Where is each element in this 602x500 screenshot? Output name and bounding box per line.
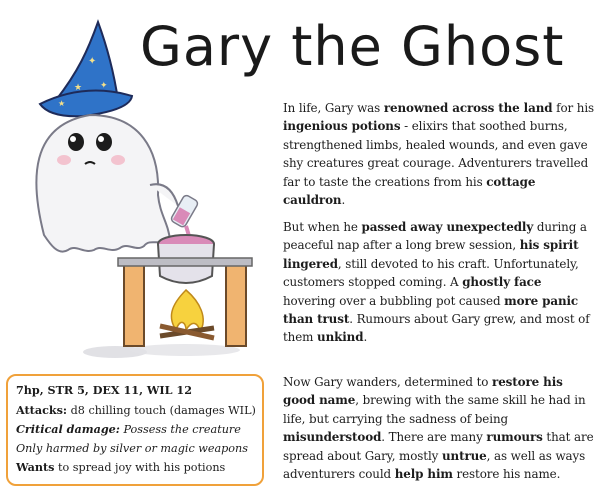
fire-shadow [130,344,240,356]
ghost-illustration [0,0,280,380]
stat-line: 7hp, STR 5, DEX 11, WIL 12 [16,383,192,397]
lore-paragraph-death [283,218,595,347]
body-text: , brewing with the same skill he had in life, but carrying the sadness of being [283,393,586,426]
svg-text:★: ★ [74,83,83,93]
body-text: , as well as ways adventurers could [283,448,586,482]
emphasis-text: passed away unexpectedly [361,220,534,234]
body-text: restore his name. [452,467,561,482]
emphasis-text: his spirit lingered [283,238,579,271]
body-text: . [363,330,368,345]
wants-line: Wants to spread joy with his potions [16,460,226,475]
body-text: that are spread about Gary, mostly [283,430,594,463]
critical-damage-line: Critical damage: Possess the creature [16,422,241,437]
stat-block [6,374,264,486]
body-text: In life, Gary was [283,101,384,115]
svg-text:✦: ✦ [88,56,97,67]
wizard-hat-icon [40,22,132,116]
lore-paragraph-now [283,373,595,483]
svg-text:★: ★ [58,99,66,108]
body-text: . [341,193,346,208]
lore-paragraph-life [283,99,595,209]
body-text: during a peaceful nap after a long brew session, [283,220,587,253]
emphasis-text: ghostly face [462,275,542,290]
body-text: , still devoted to his craft. Unfortunately, customers stopped coming. A [283,256,579,290]
body-text: - elixirs that soothed burns, strengthened limbs, healed wounds, and even gave shy creatures great courage. Adventurers travelled far to taste the creations from his [283,119,589,189]
emphasis-text: help him [394,467,453,482]
emphasis-text: untrue [441,448,487,463]
body-text: Now Gary wanders, determined to [283,375,493,389]
emphasis-text: ingenious potions [283,119,401,134]
immunity-line: Only harmed by silver or magic weapons [16,441,248,455]
emphasis-text: more panic than trust [283,293,579,327]
body-text: . There are many [381,430,487,445]
attacks-line: Attacks: d8 chilling touch (damages WIL) [16,402,256,417]
body-text: for his [552,101,595,115]
body-text: . Rumours about Gary grew, and most of them [283,312,590,345]
emphasis-text: unkind [317,330,364,345]
ghost-body-icon [36,115,178,252]
emphasis-text: restore his good name [283,375,563,408]
emphasis-text: cottage cauldron [283,174,536,208]
body-text: hovering over a bubbling pot caused [283,293,505,308]
fire-icon [160,290,214,338]
page-title: Gary the Ghost [140,15,565,78]
emphasis-text: renowned across the land [383,101,553,115]
emphasis-text: rumours [486,430,543,445]
emphasis-text: misunderstood [283,430,382,445]
body-text: But when he [283,220,362,234]
svg-text:✦: ✦ [100,81,108,91]
